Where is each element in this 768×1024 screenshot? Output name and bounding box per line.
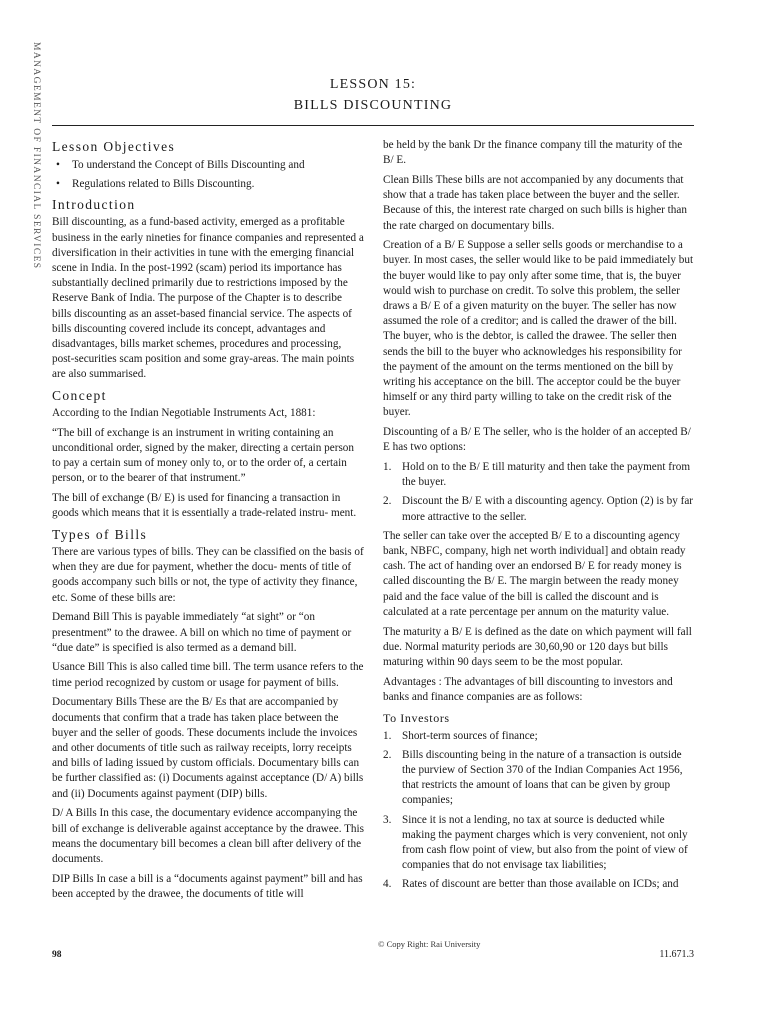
side-running-title	[27, 42, 41, 302]
concept-paragraph: According to the Indian Negotiable Instruments Act, 1881:	[52, 407, 316, 420]
list-item: 1. Short-term sources of finance;	[383, 729, 538, 742]
heading-introduction: Introduction	[52, 197, 136, 213]
header-rule	[52, 125, 694, 126]
lesson-header	[52, 74, 694, 116]
usance-bill-paragraph: Usance Bill This is also called time bill. The term usance refers to the time period recognized by custom or usage for payment of bills.	[52, 661, 364, 689]
objective-item: • To understand the Concept of Bills Discounting and	[52, 158, 364, 173]
list-item: 2. Discount the B/ E with a discounting agency. Option (2) is by far more attractive to the seller.	[383, 495, 694, 523]
course-code: 11.671.3	[659, 949, 694, 960]
page-number: 98	[52, 950, 62, 960]
lesson-number: LESSON 15:	[329, 77, 417, 92]
side-running-title-text: MANAGEMENT OF FINANCIAL SERVICES	[31, 42, 41, 270]
discounting-paragraph: Discounting of a B/ E The seller, who is the holder of an accepted B/ E has two options:	[383, 426, 691, 454]
list-item: 4. Rates of discount are better than those available on ICDs; and	[383, 878, 679, 891]
objectives-list	[52, 158, 364, 192]
options-list	[383, 460, 694, 525]
investors-list	[383, 729, 694, 893]
dip-bills-paragraph: DIP Bills In case a bill is a “documents against payment” bill and has been accepted by the drawee, the documents of title will	[52, 872, 363, 900]
da-bills-paragraph: D/ A Bills In this case, the documentary evidence accompanying the bill of exchange is deliverable against acceptance by the drawee. This means the documentary bill becomes a clean bill after delivery of the documents.	[52, 807, 364, 865]
types-paragraph: There are various types of bills. They can be classified on the basis of when they are due for payment, whether the docu- ments of title of goods accompany such bills or not, the type of activity they finance, etc. Some of these bills are:	[52, 546, 364, 604]
left-column	[52, 138, 364, 907]
seller-paragraph: The seller can take over the accepted B/ E to a discounting agency bank, NBFC, company, high net worth individual] and obtain ready cash. The act of handing over an endorsed B/ E for ready money is called discounting the B/ E. The margin between the ready money paid and the face value of the bill is called the discount and is calculated at a rate percentage per annum on the maturity value.	[383, 529, 686, 618]
heading-to-investors: To Investors	[383, 710, 450, 725]
heading-types-of-bills: Types of Bills	[52, 527, 148, 543]
list-item: 2. Bills discounting being in the nature of a transaction is outside the purview of Section 370 of the Indian Companies Act 1956, that restricts the amount of loans that can be given by group companies;	[383, 748, 683, 807]
documentary-bills-paragraph: Documentary Bills These are the B/ Es that are accompanied by documents that confirm that a trade has taken place between the buyer and the seller of goods. These documents include the invoices and other documents of title such as railway receipts, lorry receipts and bills of lading issued by custom officials. Documentary bills can be further classified as: (i) Documents against acceptance (D/ A) bills and (ii) Documents against payment (DIP) bills.	[52, 696, 364, 800]
demand-bill-paragraph: Demand Bill This is payable immediately “at sight” or “on presentment” to the drawee. A bill on which no time of payment or “due date” is specified is also termed as a demand bill.	[52, 611, 352, 654]
list-item: 1. Hold on to the B/ E till maturity and then take the payment from the buyer.	[383, 461, 691, 489]
copyright-notice: © Copy Right: Rai University	[378, 939, 481, 949]
concept-quote: “The bill of exchange is an instrument in writing containing an unconditional order, signed by the maker, directing a certain person to pay a certain sum of money only to, or to the order of, a certain person, or to the bearer of that instrument.”	[52, 426, 354, 485]
intro-paragraph: Bill discounting, as a fund-based activity, emerged as a profitable business in the early nineties for finance companies and represented a diversification in their activities in tune with the emerging financial scene in India. In the post-1992 (scam) period its importance has substantially declined primarily due to restrictions imposed by the Reserve Bank of India. The purpose of the Chapter is to describe bills discounting as an asset-based financial service. The aspects of bills discounting covered include its concept, advantages and disadvantages, bills market schemes, procedures and processing, post-securities scam position and some gray-areas. The main points are also summarised.	[52, 216, 364, 381]
lesson-title: BILLS DISCOUNTING	[293, 98, 453, 113]
dip-bills-continued: be held by the bank Dr the finance company till the maturity of the B/ E.	[383, 139, 683, 167]
concept-paragraph: The bill of exchange (B/ E) is used for financing a transaction in goods which means that it is essentially a trade-related instru- ment.	[52, 492, 357, 520]
heading-lesson-objectives: Lesson Objectives	[52, 139, 176, 154]
right-column	[383, 138, 694, 897]
objective-item: • Regulations related to Bills Discounting.	[52, 177, 364, 192]
maturity-paragraph: The maturity a B/ E is defined as the date on which payment will fall due. Normal maturity periods are 30,60,90 or 120 days but bills maturing within 90 days seem to be the most popular.	[383, 625, 692, 668]
heading-concept: Concept	[52, 388, 107, 404]
advantages-paragraph: Advantages : The advantages of bill discounting to investors and banks and finance companies are as follows:	[383, 675, 673, 703]
list-item: 3. Since it is not a lending, no tax at source is deducted while making the payment charges which is very convenient, not only from cash flow point of view, but also from the point of view of companies that do not envisage tax liabilities;	[383, 813, 688, 872]
creation-paragraph: Creation of a B/ E Suppose a seller sells goods or merchandise to a buyer. In most cases, the seller would like to be paid immediately but the buyer would like to pay only after some time, that is, the buyer would wish to purchase on credit. To solve this problem, the seller draws a B/ E of a given maturity on the buyer. The seller has now assumed the role of a creditor; and is called the drawer of the bill. The buyer, who is the debtor, is called the drawee. The seller then sends the bill to the buyer who acknowledges his responsibility for the payment of the amount on the terms mentioned on the bill by writing his acceptance on the bill. The acceptor could be the buyer himself or any third party willing to take on the credit risk of the buyer.	[383, 239, 694, 419]
clean-bills-paragraph: Clean Bills These bills are not accompanied by any documents that show that a trade has taken place between the buyer and the seller. Because of this, the interest rate charged on such bills is higher than the rate charged on documentary bills.	[383, 173, 687, 232]
